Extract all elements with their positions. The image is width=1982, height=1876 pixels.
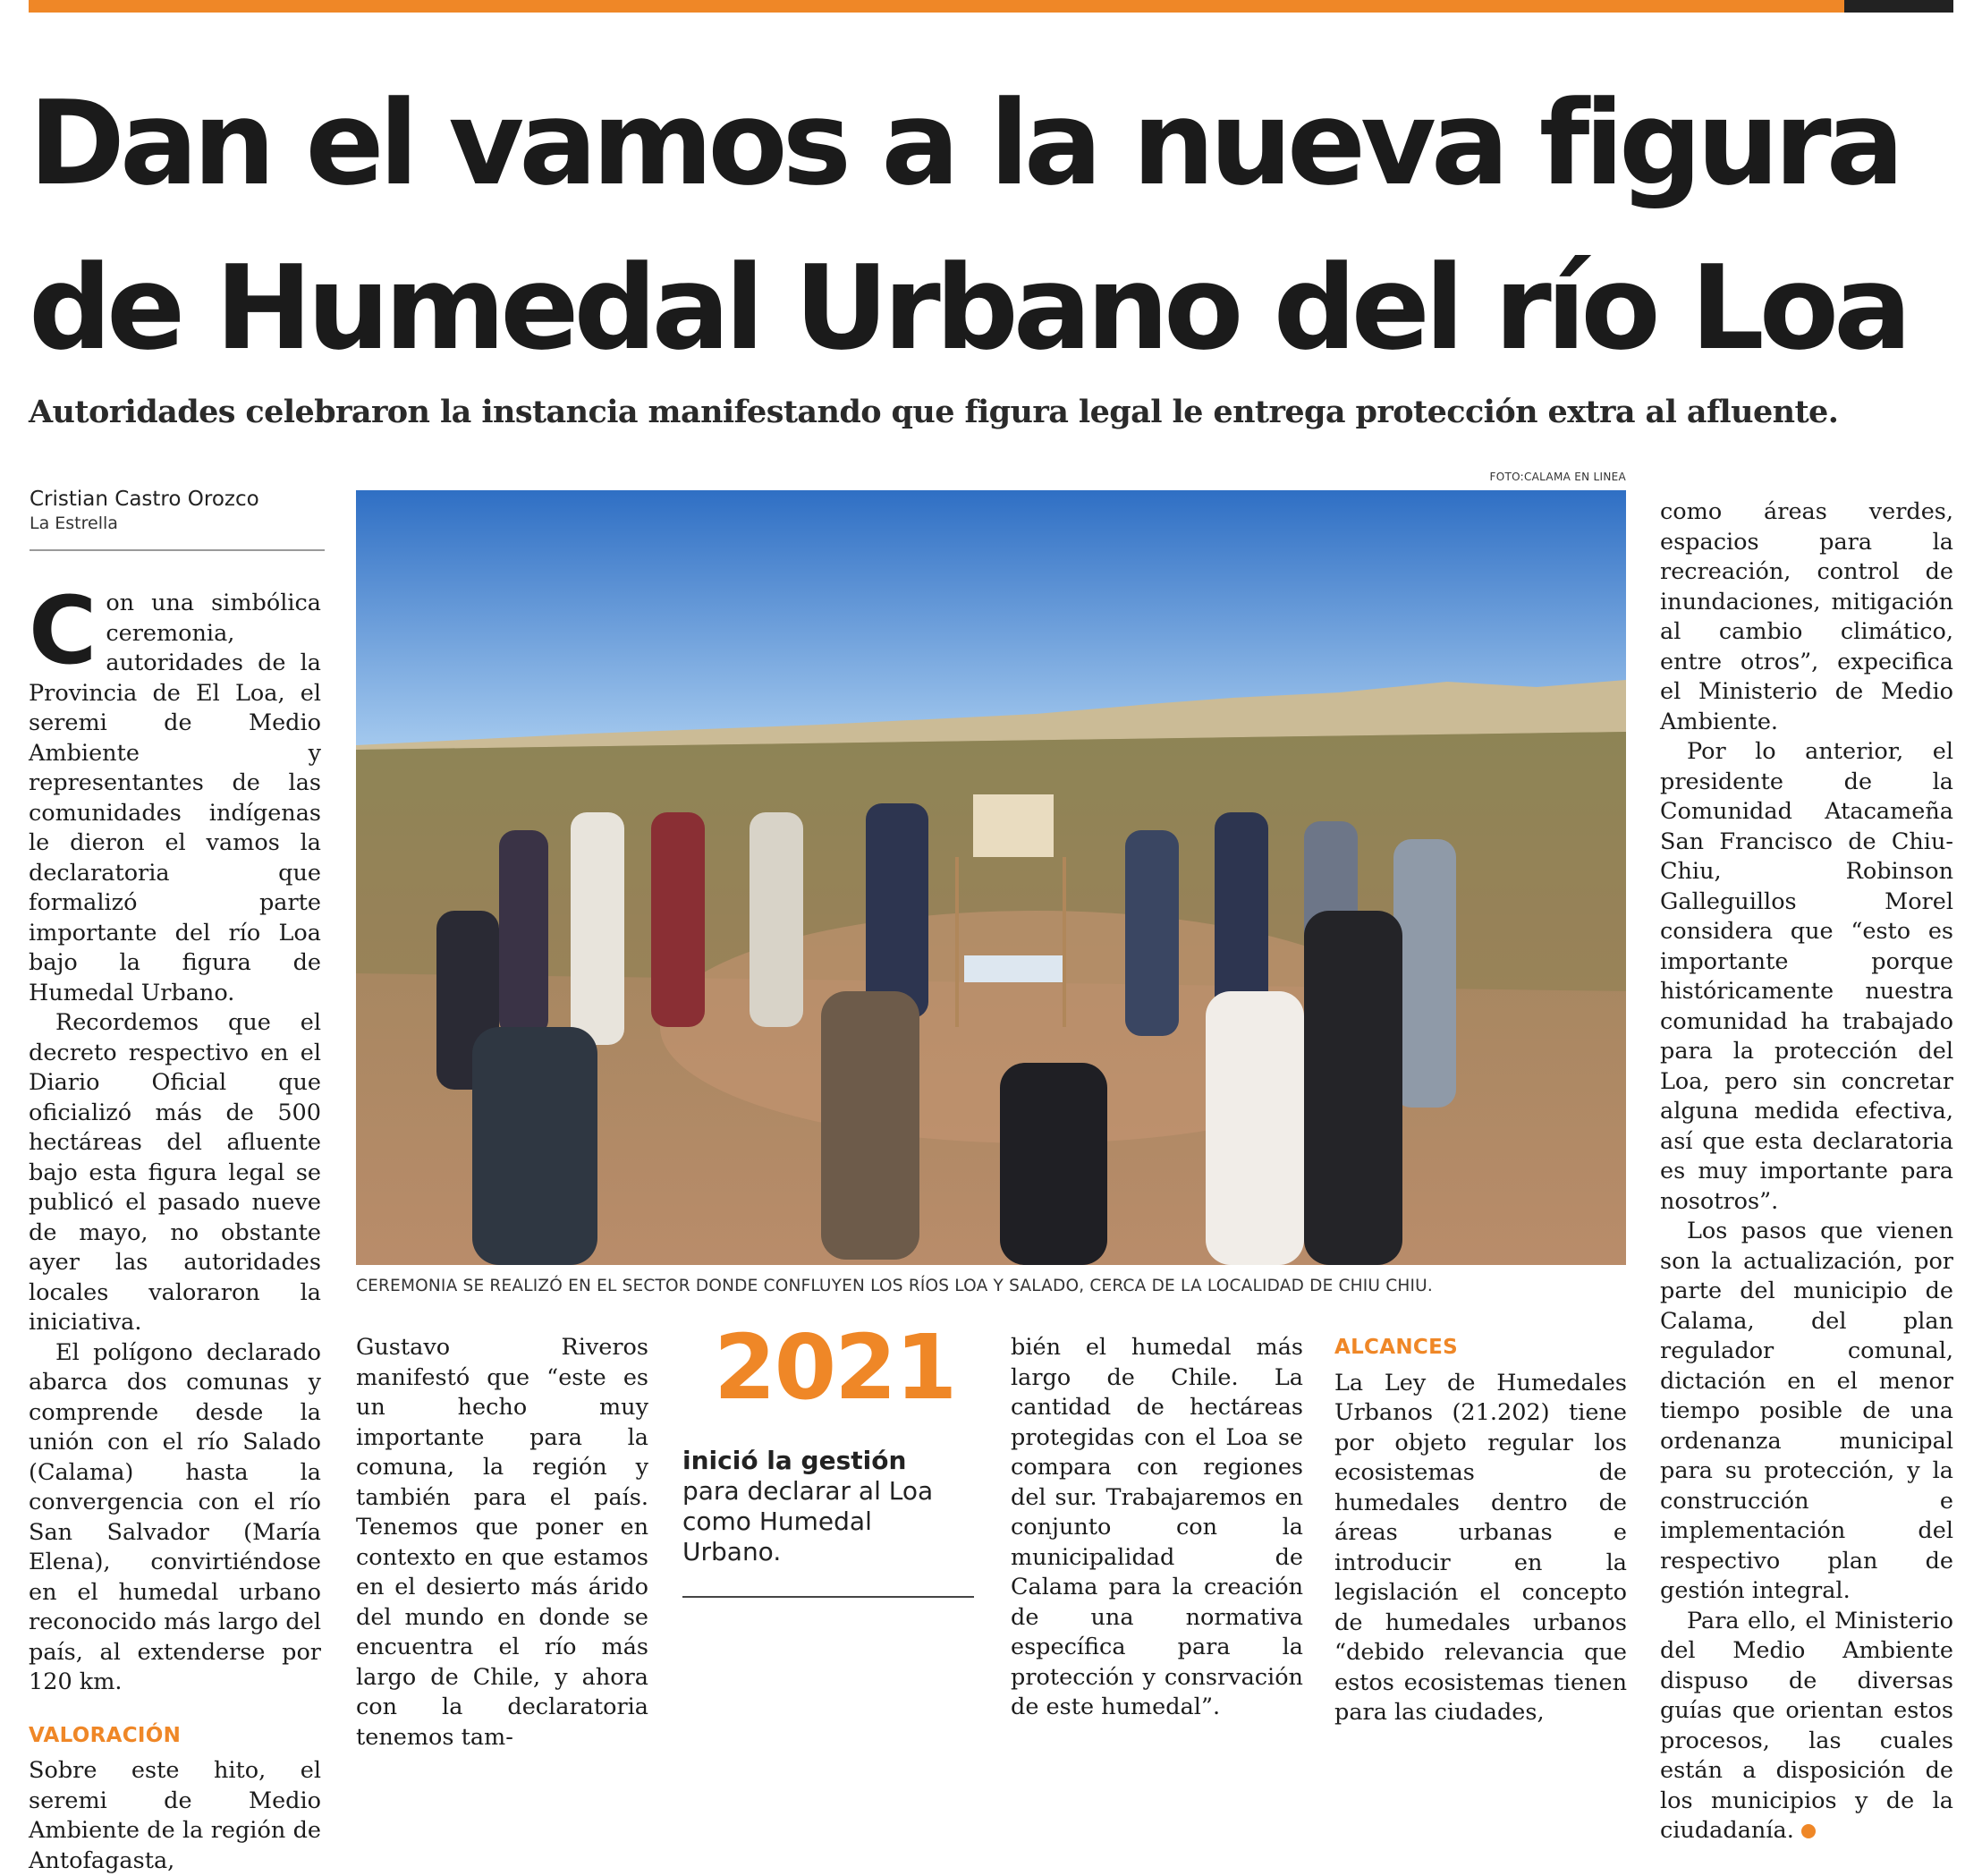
stat-description bbox=[682, 1446, 969, 1567]
article-column-1 bbox=[29, 576, 321, 1876]
headline-line-2: de Humedal Urbano del río Loa bbox=[29, 240, 1907, 376]
stat-bold-text: inició la gestión bbox=[682, 1446, 907, 1475]
subhead-alcances: ALCANCES bbox=[1334, 1336, 1458, 1359]
paragraph-5: Gustavo Riveros manifestó que “este es un hecho muy importante para la comuna, la región y también para el país. Tenemos que poner en contexto en que estamos en el desierto más árido del mundo en donde se encuentra el río más largo de Chile, y ahora con la declaratoria tenemos tam- bbox=[356, 1334, 648, 1751]
drop-cap: C bbox=[29, 576, 97, 685]
headline-line-1: Dan el vamos a la nueva figura bbox=[29, 75, 1900, 211]
paragraph-3: El polígono declarado abarca dos comunas y comprende desde la unión con el río Salado (Calama) hasta la convergencia con el río San Salvador (María Elena), convirtiéndose en el humedal urbano reconocido más largo del país, al extenderse por 120 km. bbox=[29, 1338, 321, 1695]
subtitle: Autoridades celebraron la instancia manifestando que figura legal le entrega protección extra al afluente. bbox=[29, 394, 1839, 430]
end-of-article-icon: + bbox=[1801, 1824, 1816, 1838]
photo-credit: FOTO:CALAMA EN LINEA bbox=[1489, 471, 1626, 483]
paragraph-1-text: on una simbólica ceremonia, autoridades de la Provincia de El Loa, el seremi de Medio Ambiente y representantes de las comunidades indígenas le dieron el vamos la declaratoria que formalizó parte importante del río Loa bajo la figura de Humedal Urbano. bbox=[29, 590, 321, 1006]
paragraph-6: bién el humedal más largo de Chile. La cantidad de hectáreas protegidas con el Loa se compara con regiones del sur. Trabajaremos en conjunto con la municipalidad de Calama para la creación de una normativa específica para la protección y consrvación de este humedal”. bbox=[1011, 1334, 1303, 1720]
article-column-3 bbox=[1011, 1333, 1303, 1723]
paragraph-4: Sobre este hito, el seremi de Medio Ambiente de la región de Antofagasta, bbox=[29, 1757, 321, 1874]
article-column-2 bbox=[356, 1333, 648, 1753]
article-column-5 bbox=[1660, 497, 1953, 1846]
photo-caption: CEREMONIA SE REALIZÓ EN EL SECTOR DONDE CONFLUYEN LOS RÍOS LOA Y SALADO, CERCA DE LA LOCALIDAD DE CHIU CHIU. bbox=[356, 1277, 1433, 1295]
stat-divider bbox=[682, 1596, 974, 1598]
stat-text: para declarar al Loa como Humedal Urbano. bbox=[682, 1476, 934, 1566]
top-accent-bar bbox=[29, 0, 1844, 13]
headline bbox=[29, 61, 1961, 390]
stat-number: 2021 bbox=[714, 1315, 956, 1420]
article-column-4 bbox=[1334, 1333, 1627, 1728]
ceremony-photo bbox=[356, 490, 1626, 1265]
top-dark-bar bbox=[1844, 0, 1953, 13]
paragraph-11 bbox=[1660, 1607, 1953, 1846]
paragraph-11-text: Para ello, el Ministerio del Medio Ambiente dispuso de diversas guías que orientan estos procesos, las cuales están a disposición de los municipios y de la ciudadanía. bbox=[1660, 1607, 1953, 1844]
paragraph-8: como áreas verdes, espacios para la recreación, control de inundaciones, mitigación al cambio climático, entre otros”, expecifica el Ministerio de Medio Ambiente. bbox=[1660, 498, 1953, 735]
paragraph-7: La Ley de Humedales Urbanos (21.202) tiene por objeto regular los ecosistemas de humedales dentro de áreas urbanas e introducir en la legislación el concepto de humedales urbanos “debido relevancia que estos ecosistemas tienen para las ciudades, bbox=[1334, 1369, 1627, 1726]
byline-author: Cristian Castro Orozco bbox=[30, 488, 259, 511]
byline-divider bbox=[30, 549, 325, 551]
paragraph-10: Los pasos que vienen son la actualización, por parte del municipio de Calama, del plan regulador comunal, dictación en el menor tiempo posible de una ordenanza municipal para su protección, y la construcción e implementación del respectivo plan de gestión integral. bbox=[1660, 1218, 1953, 1604]
paragraph-2: Recordemos que el decreto respectivo en el Diario Oficial que oficializó más de 500 hectáreas del afluente bajo esta figura legal se publicó el pasado nueve de mayo, no obstante ayer las autoridades locales valoraron la iniciativa. bbox=[29, 1009, 321, 1336]
subhead-valoracion: VALORACIÓN bbox=[29, 1723, 182, 1747]
ceremony-photo-illustration bbox=[356, 490, 1626, 1265]
paragraph-9: Por lo anterior, el presidente de la Comunidad Atacameña San Francisco de Chiu-Chiu, Robinson Galleguillos Morel considera que “esto es importante porque históricamente nuestra comunidad ha trabajado para la protección del Loa, pero sin concretar alguna medida efectiva, así que esta declaratoria es muy importante para nosotros”. bbox=[1660, 738, 1953, 1215]
paragraph-1 bbox=[29, 576, 321, 1008]
byline-outlet: La Estrella bbox=[30, 514, 118, 533]
